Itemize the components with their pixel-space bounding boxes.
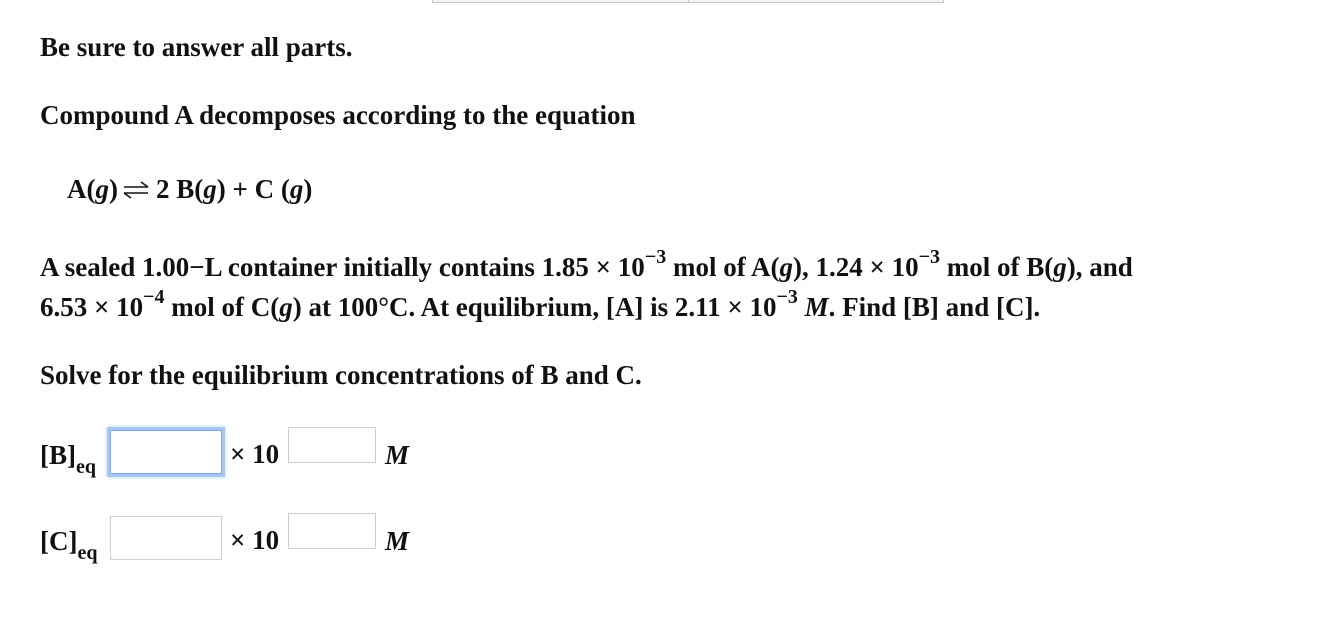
stmt1-text-2: mol of A( — [666, 252, 780, 282]
c-exponent-input[interactable] — [288, 513, 376, 549]
c-times-ten: × 10 — [230, 525, 280, 555]
stmt2-text-4 — [798, 292, 805, 322]
stmt2-exponent-1: −4 — [143, 286, 165, 308]
stmt2-text-1: 6.53 × 10 — [40, 292, 144, 322]
stmt1-text-3: ), 1.24 × 10 — [792, 252, 919, 282]
stmt2-text-3: ) at 100°C. At equilibrium, [A] is 2.11 × 10 — [292, 292, 777, 322]
b-unit: M — [385, 440, 410, 470]
b-times-ten: × 10 — [230, 439, 280, 469]
problem-statement-line-1 — [40, 246, 1133, 283]
b-label: [B] — [40, 440, 76, 470]
stmt2-text-5: . Find [B] and [C]. — [828, 292, 1041, 322]
stmt1-text-5: ), and — [1066, 252, 1133, 282]
stmt1-phase-2: g — [1053, 252, 1067, 282]
reaction-equation — [67, 173, 312, 205]
c-eq-label — [40, 526, 98, 564]
b-eq-label — [40, 440, 96, 478]
eq-reactant-phase: g — [95, 174, 109, 204]
b-exponent-input[interactable] — [288, 427, 376, 463]
stmt2-text-2: mol of C( — [164, 292, 280, 322]
eq-product-b: 2 B( — [156, 174, 204, 204]
stmt2-phase-1: g — [279, 292, 293, 322]
problem-lead-text: Compound A decomposes according to the equation — [40, 100, 636, 130]
c-coefficient-input[interactable] — [110, 516, 222, 560]
eq-reactant: A( — [67, 174, 96, 204]
stmt1-exponent-2: −3 — [918, 246, 940, 268]
stmt1-text-1: A sealed 1.00−L container initially contains 1.85 × 10 — [40, 252, 645, 282]
instruction-text: Be sure to answer all parts. — [40, 32, 353, 62]
tab-segment-right[interactable] — [689, 0, 944, 2]
b-coefficient-input[interactable] — [110, 430, 222, 474]
eq-product-b-phase: g — [203, 174, 217, 204]
eq-product-c-close: ) — [303, 174, 313, 204]
solve-prompt-text: Solve for the equilibrium concentrations of B and C. — [40, 360, 642, 390]
tab-segment-left[interactable] — [433, 0, 689, 2]
top-tab-strip[interactable] — [432, 0, 944, 3]
stmt1-exponent-1: −3 — [644, 246, 667, 268]
problem-statement-line-2 — [40, 286, 1041, 323]
stmt2-unit: M — [804, 292, 829, 322]
eq-product-c-phase: g — [289, 174, 304, 204]
eq-product-b-close: ) + C ( — [216, 174, 290, 204]
c-unit: M — [385, 526, 410, 556]
c-label-subscript: eq — [77, 542, 98, 564]
b-label-subscript: eq — [76, 456, 96, 478]
equilibrium-arrows-icon — [122, 180, 150, 200]
stmt1-phase-1: g — [779, 252, 793, 282]
stmt1-text-4: mol of B( — [940, 252, 1054, 282]
c-label: [C] — [40, 526, 78, 556]
eq-reactant-close: ) — [109, 174, 118, 204]
stmt2-exponent-2: −3 — [776, 286, 798, 308]
